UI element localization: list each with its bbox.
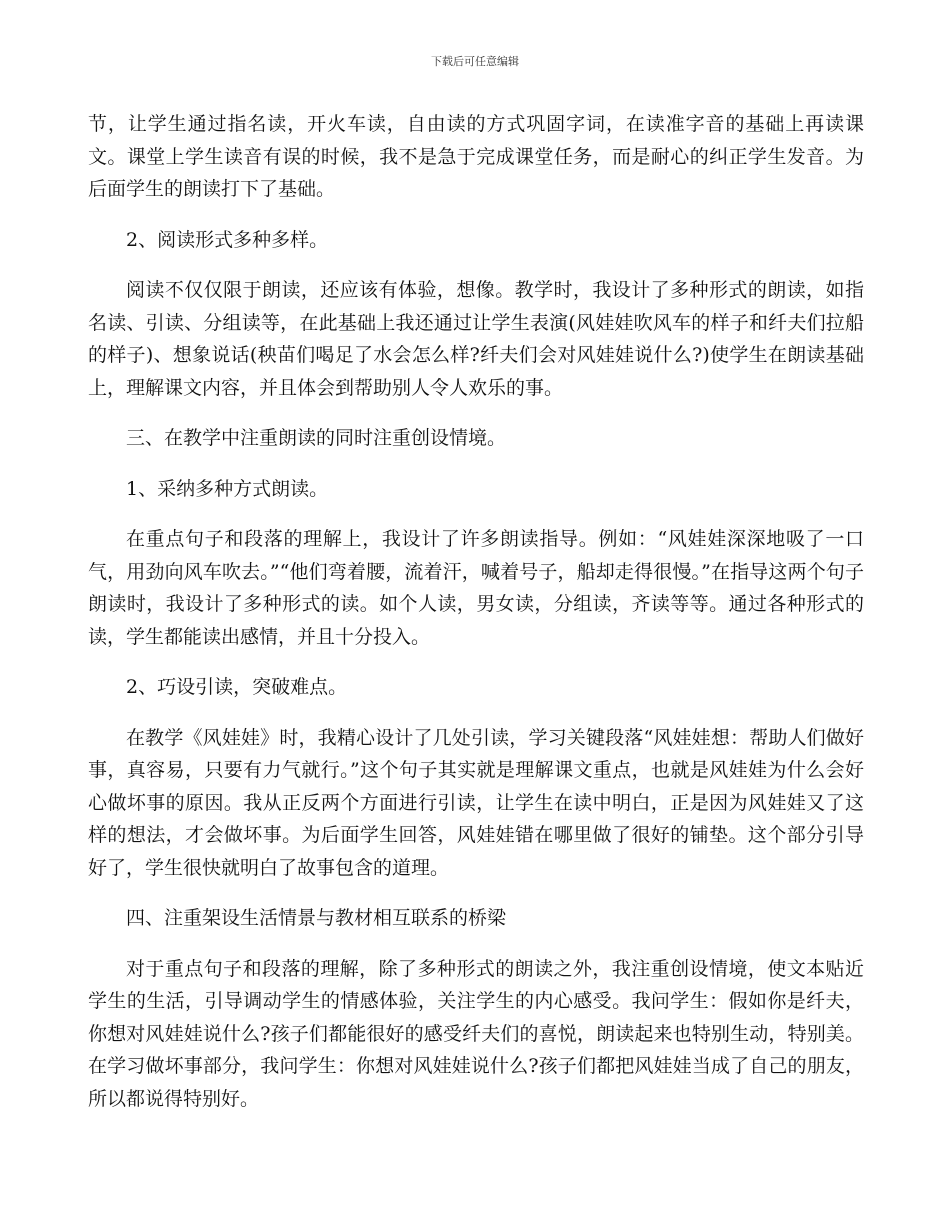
paragraph-5: 对于重点句子和段落的理解，除了多种形式的朗读之外，我注重创设情境，使文本贴近学生的生活，引导调动学生的情感体验，关注学生的内心感受。我问学生：假如你是纤夫，你想对风娃娃说什么?孩子们都能很好的感受纤夫们的喜悦，朗读起来也特别生动，特别美。在学习做坏事部分，我问学生：你想对风娃娃说什么?孩子们都把风娃娃当成了自己的朋友，所以都说得特别好。 xyxy=(88,957,864,1110)
paragraph-2: 阅读不仅仅限于朗读，还应该有体验，想像。教学时，我设计了多种形式的朗读，如指名读、引读、分组读等，在此基础上我还通过让学生表演(风娃娃吹风车的样子和纤夫们拉船的样子)、想象说话(秧苗们喝足了水会怎么样?纤夫们会对风娃娃说什么?)使学生在朗读基础上，理解课文内容，并且体会到帮助别人令人欢乐的事。 xyxy=(88,279,864,399)
heading-3-2: 2、巧设引读，突破难点。 xyxy=(126,676,348,698)
paragraph-3: 在重点句子和段落的理解上，我设计了许多朗读指导。例如：“风娃娃深深地吸了一口气，用劲向风车吹去。”“他们弯着腰，流着汗，喊着号子，船却走得很慢。”在指导这两个句子朗读时，我设计了多种形式的读。如个人读，男女读，分组读，齐读等等。通过各种形式的读，学生都能读出感情，并且十分投入。 xyxy=(88,528,864,648)
heading-section-3: 三、在教学中注重朗读的同时注重创设情境。 xyxy=(126,427,507,449)
paragraph-4: 在教学《风娃娃》时，我精心设计了几处引读，学习关键段落“风娃娃想：帮助人们做好事，真容易，只要有力气就行。”这个句子其实就是理解课文重点，也就是风娃娃为什么会好心做坏事的原因。我从正反两个方面进行引读，让学生在读中明白，正是因为风娃娃又了这样的想法，才会做坏事。为后面学生回答，风娃娃错在哪里做了很好的铺垫。这个部分引导好了，学生很快就明白了故事包含的道理。 xyxy=(88,726,864,879)
document-body xyxy=(88,108,864,1115)
heading-2-reading-forms: 2、阅读形式多种多样。 xyxy=(126,228,329,251)
paragraph-1: 节，让学生通过指名读，开火车读，自由读的方式巩固字词，在读准字音的基础上再读课文。课堂上学生读音有误的时候，我不是急于完成课堂任务，而是耐心的纠正学生发音。为后面学生的朗读打下了基础。 xyxy=(88,113,864,200)
page-header-note: 下载后可任意编辑 xyxy=(431,55,519,68)
heading-3-1: 1、采纳多种方式朗读。 xyxy=(126,477,329,500)
heading-section-4: 四、注重架设生活情景与教材相互联系的桥梁 xyxy=(126,907,507,929)
